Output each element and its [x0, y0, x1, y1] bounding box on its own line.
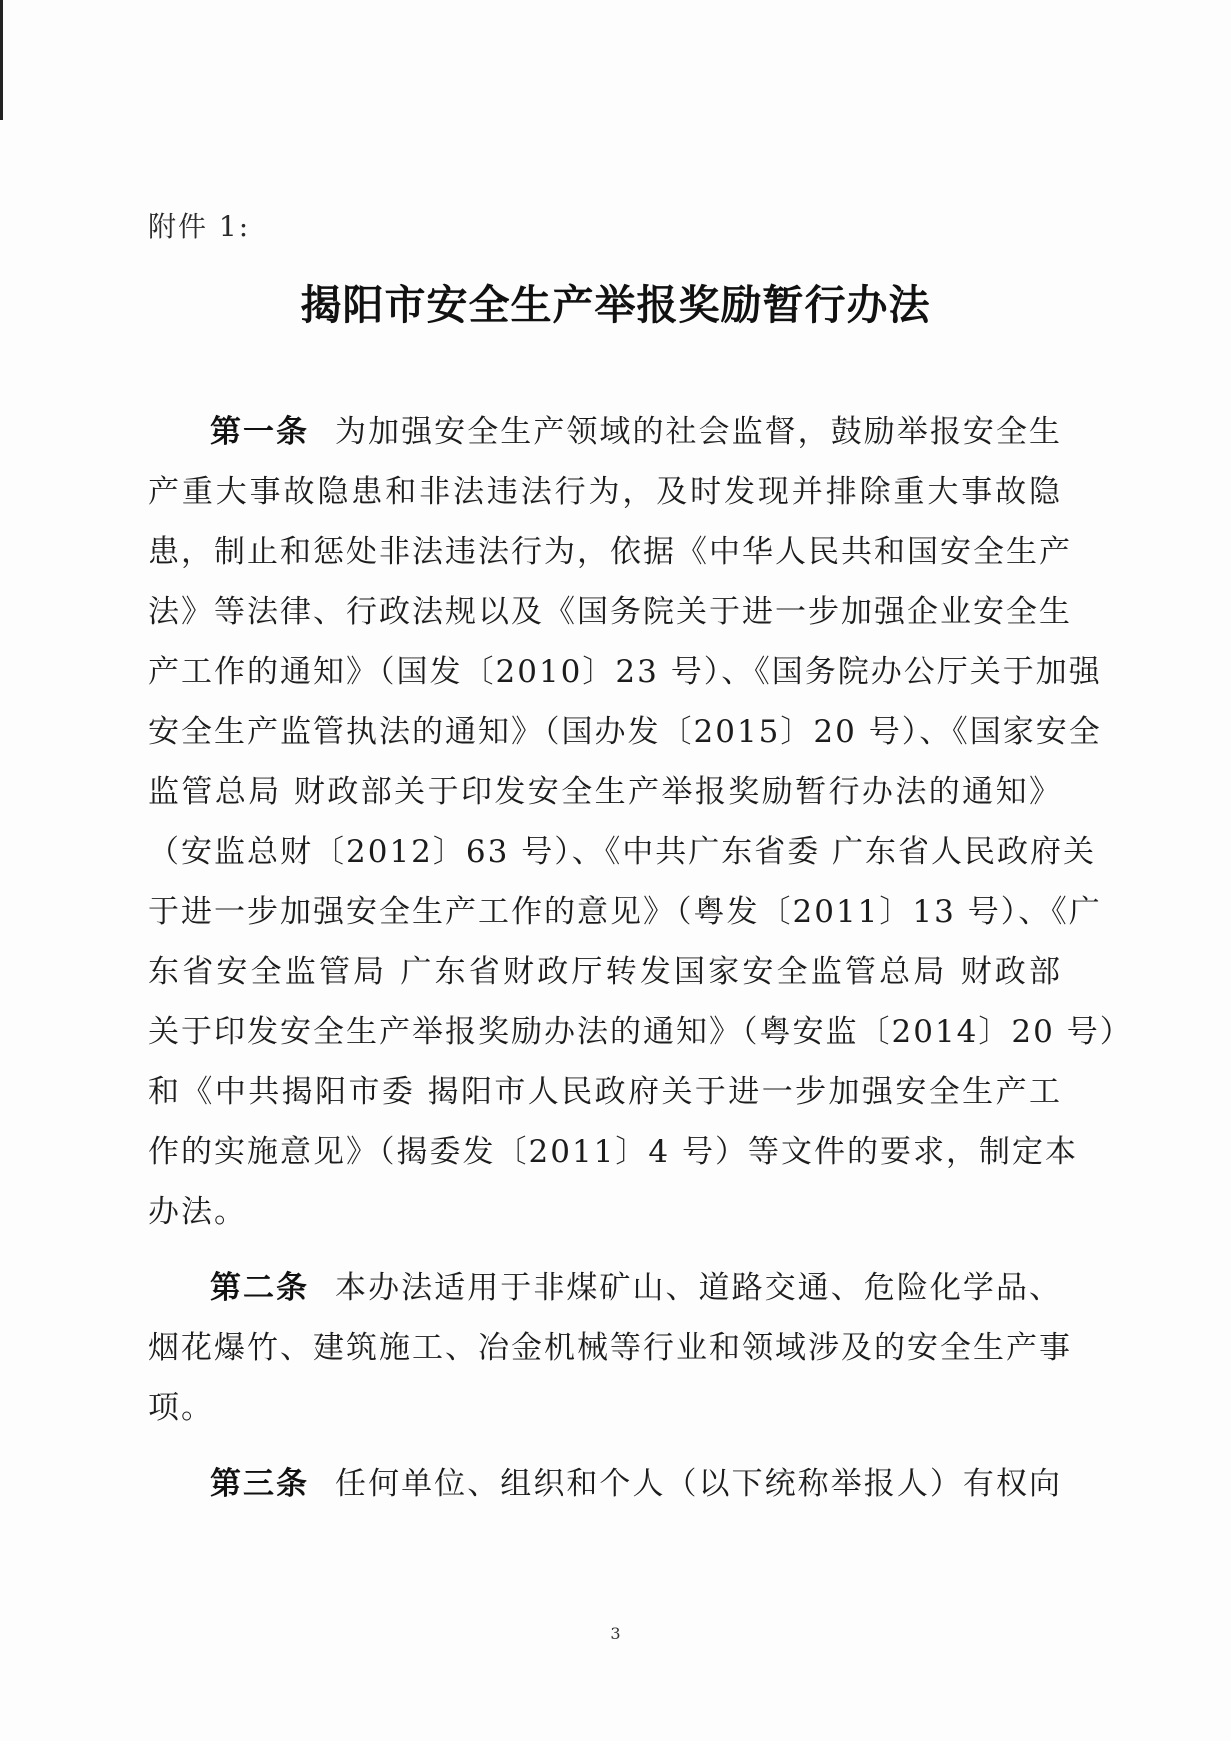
article-line: 安全生产监管执法的通知》（国办发〔2015〕20 号）、《国家安全 — [148, 714, 1102, 750]
article-line: 作的实施意见》（揭委发〔2011〕4 号）等文件的要求，制定本 — [148, 1134, 1078, 1170]
article-line: 烟花爆竹、建筑施工、冶金机械等行业和领域涉及的安全生产事 — [148, 1330, 1072, 1366]
article-line: 于进一步加强安全生产工作的意见》（粤发〔2011〕13 号）、《广 — [148, 894, 1102, 930]
article-line: 产工作的通知》（国发〔2010〕23 号）、《国务院办公厅关于加强 — [148, 654, 1102, 690]
article-line: 患，制止和惩处非法违法行为，依据《中华人民共和国安全生产 — [148, 534, 1072, 570]
article-line: 办法。 — [148, 1194, 247, 1230]
article-1 — [148, 414, 1133, 1230]
document-body — [148, 414, 1133, 1530]
article-2 — [148, 1270, 1072, 1426]
article-line: 和《中共揭阳市委 揭阳市人民政府关于进一步加强安全生产工 — [148, 1074, 1062, 1110]
article-label: 第二条 — [210, 1270, 309, 1306]
article-label: 第三条 — [210, 1466, 309, 1502]
article-label: 第一条 — [210, 414, 309, 450]
article-line: （安监总财〔2012〕63 号）、《中共广东省委 广东省人民政府关 — [148, 834, 1097, 870]
page-number: 3 — [610, 1624, 621, 1643]
article-line: 项。 — [148, 1390, 214, 1426]
article-line: 第三条 任何单位、组织和个人（以下统称举报人）有权向 — [210, 1466, 1062, 1502]
article-line: 产重大事故隐患和非法违法行为，及时发现并排除重大事故隐 — [148, 474, 1062, 510]
article-line: 监管总局 财政部关于印发安全生产举报奖励暂行办法的通知》 — [148, 774, 1062, 810]
article-line: 法》等法律、行政法规以及《国务院关于进一步加强企业安全生 — [148, 594, 1072, 630]
article-line: 第二条 本办法适用于非煤矿山、道路交通、危险化学品、 — [210, 1270, 1062, 1306]
article-line: 第一条 为加强安全生产领域的社会监督，鼓励举报安全生 — [210, 414, 1062, 450]
article-line: 东省安全监管局 广东省财政厅转发国家安全监管总局 财政部 — [148, 954, 1062, 990]
article-line: 关于印发安全生产举报奖励办法的通知》（粤安监〔2014〕20 号） — [148, 1014, 1133, 1050]
attachment-label: 附件 1: — [148, 210, 251, 243]
article-3 — [148, 1466, 1062, 1502]
document-title: 揭阳市安全生产举报奖励暂行办法 — [300, 281, 931, 329]
scan-edge-mark — [0, 0, 3, 120]
